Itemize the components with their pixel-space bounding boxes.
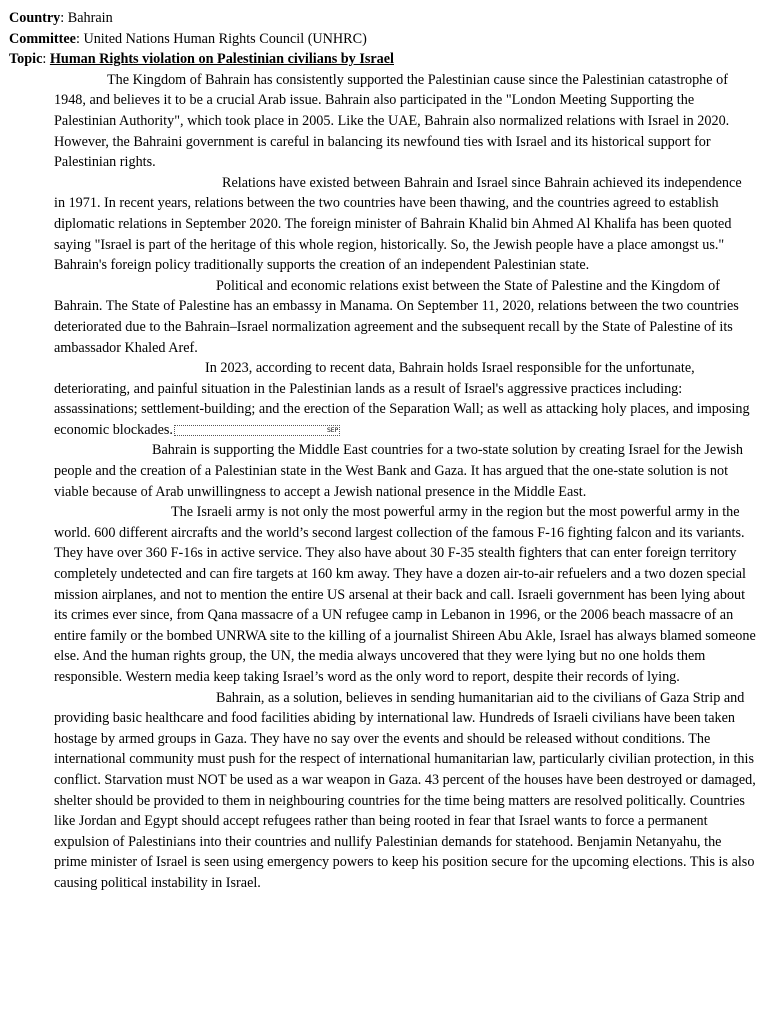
topic-label: Topic <box>9 51 43 68</box>
paragraph-4 <box>54 358 756 440</box>
paragraph-3: Political and economic relations exist between the State of Palestine and the Kingdom of Bahrain. The State of Palestine has an embassy in Manama. On September 11, 2020, relations between the two countries deteriorated due to the Bahrain–Israel normalization agreement and the subsequent recall by the State of Palestine of its ambassador Khaled Aref. <box>54 277 739 356</box>
topic-line <box>9 49 756 70</box>
committee-separator: : <box>75 30 84 47</box>
committee-line <box>9 29 756 50</box>
country-label: Country <box>9 10 61 26</box>
separator-glyph: SEP <box>174 425 340 436</box>
country-separator: : <box>60 10 68 26</box>
paragraph-2: Relations have existed between Bahrain and Israel since Bahrain achieved its independence in 1971. In recent years, relations between the two countries have been thawing, and the countries agreed to establish diplomatic relations in September 2020. The foreign minister of Bahrain Khalid bin Ahmed Al Khalifa has been quoted saying "Israel is part of the heritage of this whole region, historically. So, the Jewish people have a place amongst us." Bahrain's foreign policy traditionally supports the creation of an independent Palestinian state. <box>54 174 742 274</box>
committee-value: United Nations Human Rights Council (UNHRC) <box>83 30 367 47</box>
country-value: Bahrain <box>67 10 113 26</box>
country-line <box>9 8 756 29</box>
paragraph-6: The Israeli army is not only the most powerful army in the region but the most powerful army in the world. 600 different aircrafts and the world’s second largest collection of the famous F-16 fighting falcon and its variants. They have over 360 F-16s in active service. They also have about 30 F-35 stealth fighters that can enter foreign territory completely undetected and can fire targets at 160 km away. They have a dozen air-to-air refuelers and a two dozen special mission airplanes, and not to mention the entire US arsenal at their back and call. Israeli government has been lying about its crimes ever since, from Qana massacre of a UN refugee camp in Lebanon in 1996, or the 2006 beach massacre of an entire family or the bombed UNRWA site to the killing of a journalist Shireen Abu Akle, Israel has always blamed someone else. And the human rights group, the UN, the media always uncovered that they were lying but no one holds them responsible. Western media keep taking Israel’s word as the only word to report, despite their records of lying. <box>54 504 756 685</box>
topic-value: Human Rights violation on Palestinian civilians by Israel <box>49 51 394 68</box>
paragraph-7: Bahrain, as a solution, believes in sending humanitarian aid to the civilians of Gaza Strip and providing basic healthcare and food facilities abiding by international law. Hundreds of Israeli civilians have been taken hostage by armed groups in Gaza. They have no say over the events and should be released without conditions. The international community must push for the respect of international humanitarian law, particularly civilian protection, in this conflict. Starvation must NOT be used as a war weapon in Gaza. 43 percent of the houses have been destroyed or damaged, shelter should be provided to them in neighbouring countries for the time being matters are resolved politically. Countries like Jordan and Egypt should accept refugees rather than being rooted in fear that Israel wants to force a permanent expulsion of Palestinians into their countries and nullify Palestinian demands for statehood. Benjamin Netanyahu, the prime minister of Israel is seen using emergency powers to keep his position secure for the upcoming elections. This is also causing political instability in Israel. <box>54 689 756 891</box>
topic-separator: : <box>42 51 50 68</box>
committee-label: Committee <box>9 30 76 47</box>
body-text <box>54 70 756 894</box>
paragraph-1: The Kingdom of Bahrain has consistently supported the Palestinian cause since the Palestinian catastrophe of 1948, and believes it to be a crucial Arab issue. Bahrain also participated in the "London Meeting Supporting the Palestinian Authority", which took place in 2005. Like the UAE, Bahrain also normalized relations with Israel in 2020. However, the Bahraini government is careful in balancing its newfound ties with Israel and its historical support for Palestinian rights. <box>54 71 730 171</box>
paragraph-4-text: In 2023, according to recent data, Bahrain holds Israel responsible for the unfortunate, deteriorating, and painful situation in the Palestinian lands as a result of Israel's aggressive practices including: assassinations; settlement-building; and the erection of the Separation Wall; as well as attacking holy places, and imposing economic blockades. <box>54 360 750 438</box>
paragraph-5: Bahrain is supporting the Middle East countries for a two-state solution by creating Israel for the Jewish people and the creation of a Palestinian state in the West Bank and Gaza. It has argued that the one-state solution is not viable because of Arab unwillingness to accept a Jewish national presence in the Middle East. <box>54 442 744 500</box>
